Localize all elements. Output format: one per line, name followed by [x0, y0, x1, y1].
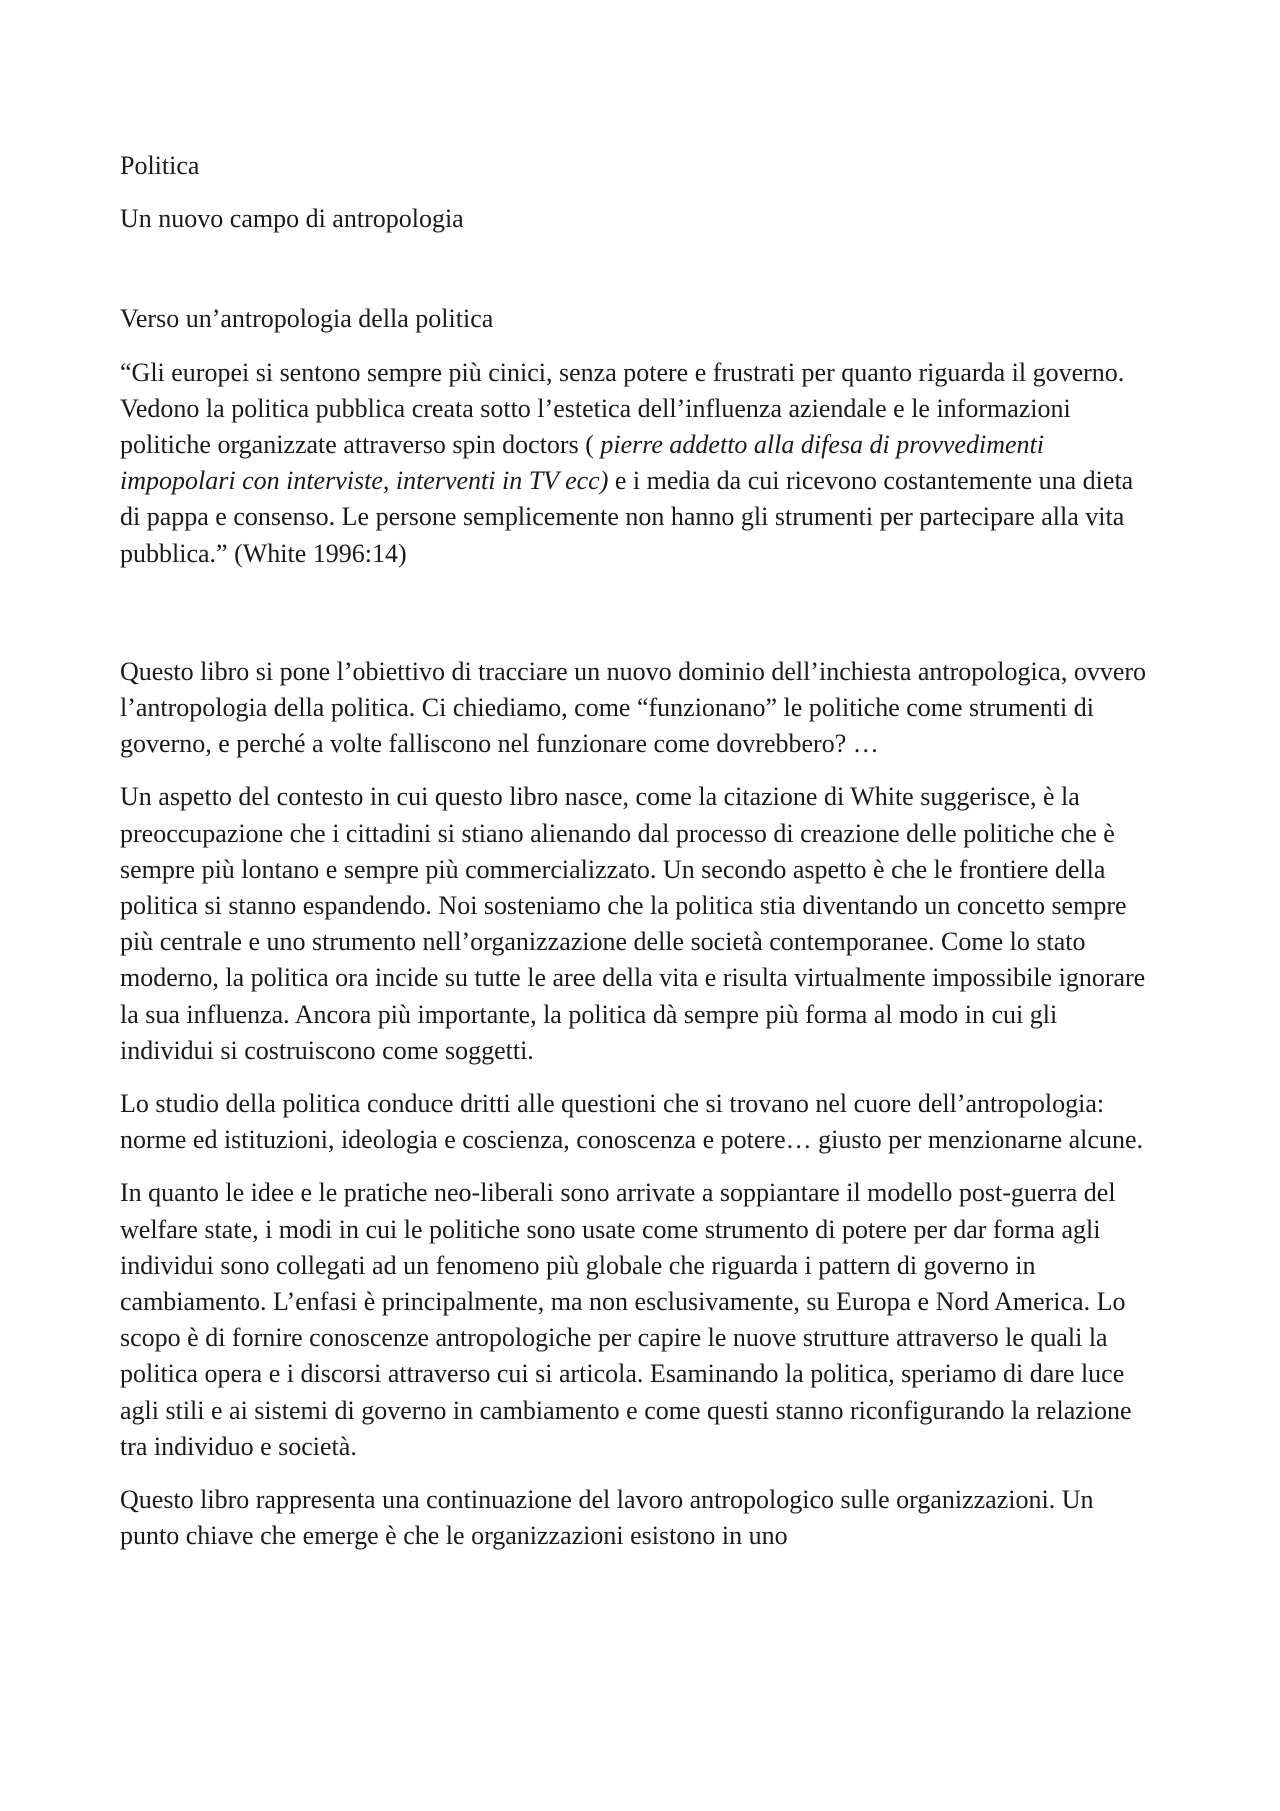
quote-text-start: “Gli europei si sentono sempre più cinici, senza potere e frustrati per quanto riguarda il governo. Vedono la politica pubblica creata sotto l’estetica dell’influenza aziendale e le informazioni politiche organizzate attraverso spin doctors ( [120, 357, 1125, 460]
document-title: Politica [120, 151, 200, 180]
body-paragraph-5: Questo libro rappresenta una continuazione del lavoro antropologico sulle organizzazioni. Un punto chiave che emerge è che le organizzazioni esistono in uno [120, 1485, 1094, 1551]
section-heading: Verso un’antropologia della politica [120, 304, 494, 334]
body-paragraph-4: In quanto le idee e le pratiche neo-liberali sono arrivate a soppiantare il modello post-guerra del welfare state, i modi in cui le politiche sono usate come strumento di potere per dar forma agli individui sono collegati ad un fenomeno più globale che riguarda i pattern di governo in cambiamento. L’enfasi è principalmente, ma non esclusivamente, su Europa e Nord America. Lo scopo è di fornire conoscenze antropologiche per capire le nuove strutture attraverso le quali la politica opera e i discorsi attraverso cui si articola. Esaminando la politica, speriamo di dare luce agli stili e ai sistemi di governo in cambiamento e come questi stanno riconfigurando la relazione tra individuo e società. [120, 1178, 1132, 1461]
body-paragraph-1: Questo libro si pone l’obiettivo di tracciare un nuovo dominio dell’inchiesta antropologica, ovvero l’antropologia della politica. Ci chiediamo, come “funzionano” le politiche come strumenti di governo, e perché a volte falliscono nel funzionare come dovrebbero? … [120, 656, 1147, 759]
quote-text-end: e i media da cui ricevono costantemente una dieta di pappa e consenso. Le persone semplicemente non hanno gli strumenti per partecipare alla vita pubblica.” (White 1996:14) [120, 466, 1134, 568]
quote-paragraph [120, 355, 1154, 572]
body-paragraph-2: Un aspetto del contesto in cui questo libro nasce, come la citazione di White suggerisce, è la preoccupazione che i cittadini si stiano alienando dal processo di creazione delle politiche che è sempre più lontano e sempre più commercializzato. Un secondo aspetto è che le frontiere della politica si stanno espandendo. Noi sosteniamo che la politica stia diventando un concetto sempre più centrale e uno strumento nell’organizzazione delle società contemporanee. Come lo stato moderno, la politica ora incide su tutte le aree della vita e risulta virtualmente impossibile ignorare la sua influenza. Ancora più importante, la politica dà sempre più forma al modo in cui gli individui si costruiscono come soggetti. [120, 782, 1146, 1065]
body-paragraph-3: Lo studio della politica conduce dritti alle questioni che si trovano nel cuore dell’antropologia: norme ed istituzioni, ideologia e coscienza, conoscenza e potere… giusto per menzionarne alcune. [120, 1089, 1143, 1155]
document-subtitle: Un nuovo campo di antropologia [120, 204, 464, 234]
quote-italic-note: pierre addetto alla difesa di provvedimenti impopolari con interviste, interventi in TV ecc) [120, 430, 1044, 496]
